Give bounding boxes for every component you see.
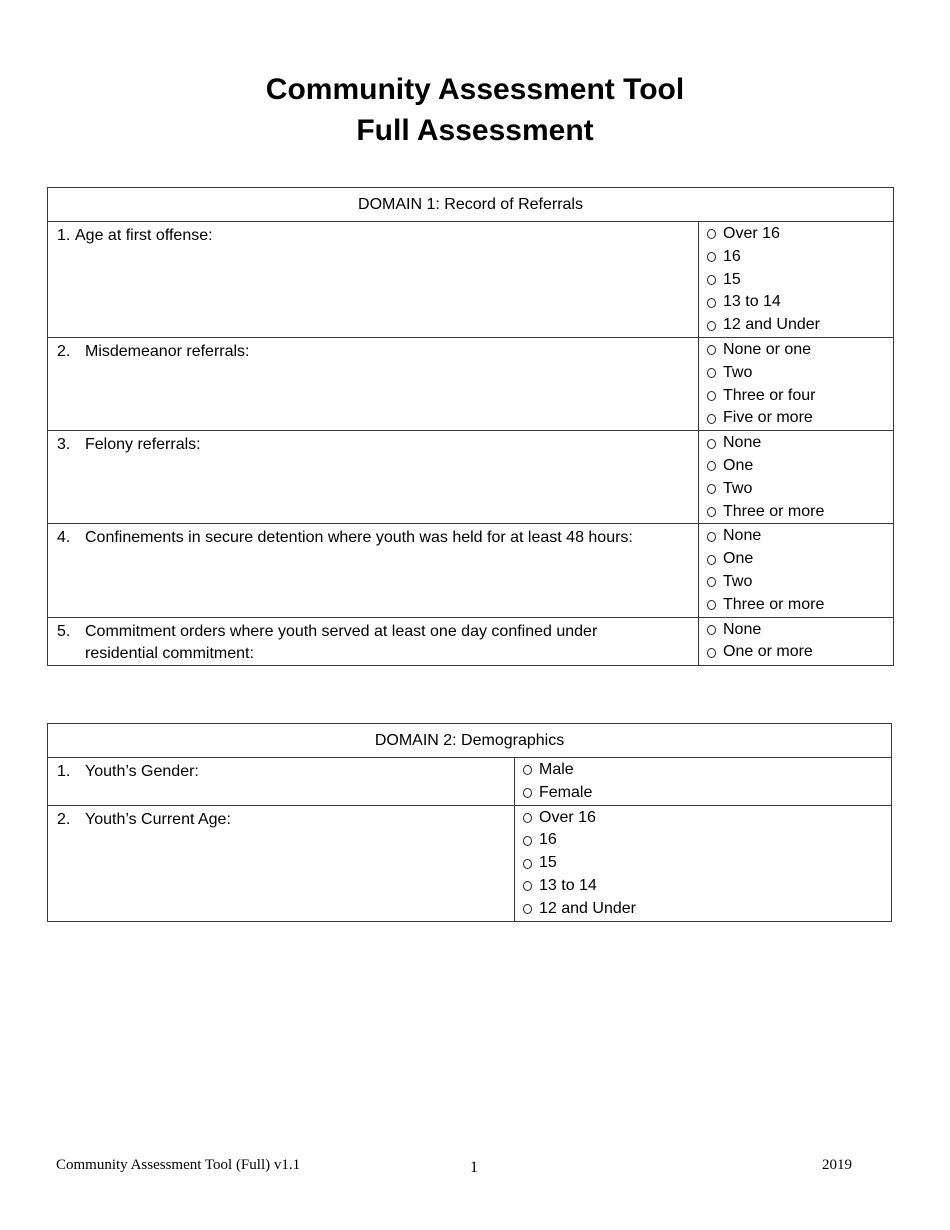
radio-circle-icon[interactable]: [523, 836, 532, 846]
radio-option[interactable]: Male: [523, 759, 883, 782]
question-number: 4.: [57, 529, 71, 547]
footer-page-number: 1: [470, 1159, 478, 1176]
question-1: [57, 761, 506, 783]
question-text: Youth’s Gender:: [85, 763, 199, 780]
answer-options: [515, 805, 892, 921]
question-row: [48, 758, 892, 806]
page-subtitle: Full Assessment: [356, 114, 594, 147]
question-row: [48, 524, 894, 617]
radio-circle-icon[interactable]: [707, 298, 716, 308]
radio-option[interactable]: None: [707, 619, 885, 642]
question-1: [57, 225, 690, 247]
question-2: [57, 809, 506, 831]
question-number: 2.: [57, 810, 71, 828]
radio-option[interactable]: Three or more: [707, 501, 885, 524]
question-number: 5.: [57, 622, 71, 640]
radio-option[interactable]: Female: [523, 782, 883, 805]
question-text: Age at first offense:: [75, 227, 213, 244]
radio-option[interactable]: 16: [523, 829, 883, 852]
radio-circle-icon[interactable]: [707, 439, 716, 449]
question-number: 1.: [57, 763, 71, 780]
question-text: Youth’s Current Age:: [85, 810, 231, 828]
radio-circle-icon[interactable]: [523, 788, 532, 798]
question-number: 2.: [57, 342, 71, 360]
radio-option[interactable]: 12 and Under: [707, 314, 885, 337]
question-row: [48, 431, 894, 524]
radio-circle-icon[interactable]: [707, 275, 716, 285]
question-row: [48, 337, 894, 430]
question-5: [57, 621, 690, 665]
radio-option[interactable]: Five or more: [707, 407, 885, 430]
radio-circle-icon[interactable]: [707, 577, 716, 587]
radio-circle-icon[interactable]: [523, 859, 532, 869]
radio-option[interactable]: 12 and Under: [523, 898, 883, 921]
radio-circle-icon[interactable]: [707, 321, 716, 331]
radio-option[interactable]: Over 16: [523, 807, 883, 830]
radio-circle-icon[interactable]: [707, 414, 716, 424]
radio-option[interactable]: One or more: [707, 641, 885, 664]
radio-option[interactable]: 13 to 14: [707, 291, 885, 314]
domain-2-table: [47, 723, 892, 922]
radio-option[interactable]: 15: [707, 269, 885, 292]
radio-option[interactable]: None: [707, 525, 885, 548]
domain-2-heading: DOMAIN 2: Demographics: [48, 724, 892, 758]
radio-circle-icon[interactable]: [707, 507, 716, 517]
radio-circle-icon[interactable]: [707, 229, 716, 239]
page-title: Community Assessment Tool: [265, 73, 685, 106]
radio-circle-icon[interactable]: [523, 881, 532, 891]
answer-options: [699, 617, 894, 665]
domain-1-heading: DOMAIN 1: Record of Referrals: [48, 188, 894, 222]
answer-options: [699, 337, 894, 430]
question-row: [48, 222, 894, 338]
radio-option[interactable]: 15: [523, 852, 883, 875]
footer-year: 2019: [822, 1157, 852, 1173]
radio-option[interactable]: Two: [707, 362, 885, 385]
radio-option[interactable]: None or one: [707, 339, 885, 362]
radio-option[interactable]: None: [707, 432, 885, 455]
radio-option[interactable]: One: [707, 455, 885, 478]
domain-1-table: [47, 187, 894, 666]
question-4: [57, 527, 690, 549]
radio-circle-icon[interactable]: [707, 345, 716, 355]
answer-options: [699, 222, 894, 338]
question-text: Felony referrals:: [85, 436, 201, 454]
question-2: [57, 341, 690, 363]
radio-option[interactable]: Three or more: [707, 594, 885, 617]
radio-circle-icon[interactable]: [523, 765, 532, 775]
radio-circle-icon[interactable]: [707, 600, 716, 610]
answer-options: [515, 758, 892, 806]
radio-circle-icon[interactable]: [707, 368, 716, 378]
question-number: 3.: [57, 436, 71, 454]
question-3: [57, 434, 690, 456]
radio-circle-icon[interactable]: [707, 461, 716, 471]
question-number: 1.: [57, 227, 71, 244]
radio-circle-icon[interactable]: [707, 625, 716, 635]
radio-circle-icon[interactable]: [707, 532, 716, 542]
radio-circle-icon[interactable]: [707, 252, 716, 262]
question-text: Misdemeanor referrals:: [85, 342, 250, 360]
question-text: Commitment orders where youth served at least one day confined under residential commitment:: [85, 622, 598, 662]
radio-circle-icon[interactable]: [707, 484, 716, 494]
question-text: Confinements in secure detention where youth was held for at least 48 hours:: [85, 529, 633, 547]
question-row: [48, 617, 894, 665]
radio-option[interactable]: Over 16: [707, 223, 885, 246]
radio-option[interactable]: 16: [707, 246, 885, 269]
radio-option[interactable]: One: [707, 548, 885, 571]
radio-circle-icon[interactable]: [523, 813, 532, 823]
radio-option[interactable]: Two: [707, 478, 885, 501]
radio-option[interactable]: Two: [707, 571, 885, 594]
radio-circle-icon[interactable]: [707, 555, 716, 565]
radio-option[interactable]: 13 to 14: [523, 875, 883, 898]
radio-option[interactable]: Three or four: [707, 385, 885, 408]
footer-document-name: Community Assessment Tool (Full) v1.1: [56, 1157, 301, 1173]
answer-options: [699, 431, 894, 524]
question-row: [48, 805, 892, 921]
radio-circle-icon[interactable]: [523, 904, 532, 914]
radio-circle-icon[interactable]: [707, 648, 716, 658]
radio-circle-icon[interactable]: [707, 391, 716, 401]
answer-options: [699, 524, 894, 617]
